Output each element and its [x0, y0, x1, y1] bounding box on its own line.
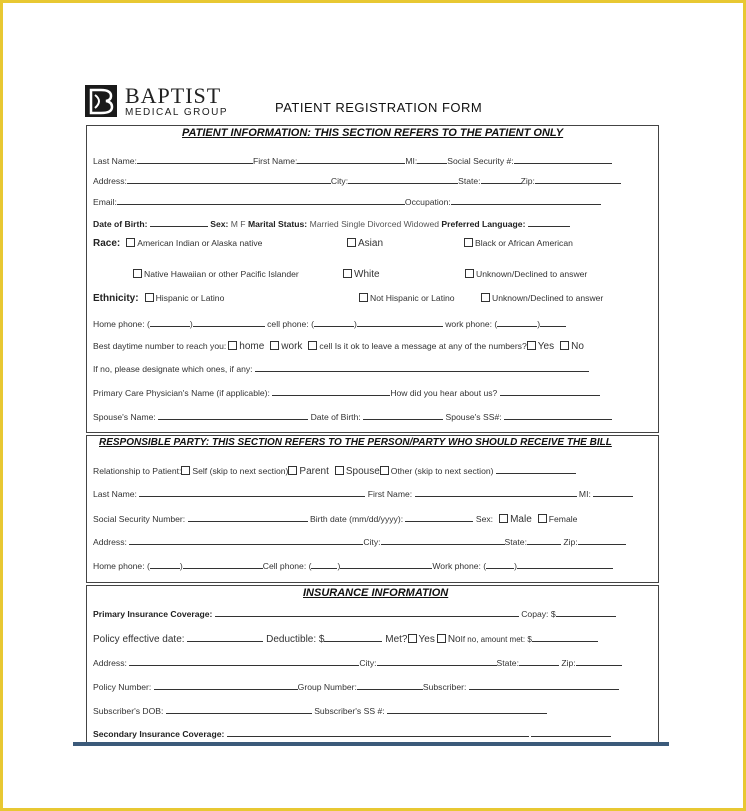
resp-ssn-field[interactable]	[188, 512, 308, 522]
patient-name-row: Last Name: First Name: MI: Social Security #:	[93, 154, 612, 167]
city-field[interactable]	[348, 174, 458, 184]
baptist-logo	[85, 85, 235, 119]
spouse-name-field[interactable]	[158, 410, 308, 420]
race-black: Black or African American	[458, 237, 573, 249]
resp-work-phone-field[interactable]	[517, 559, 613, 569]
ethnicity-checkbox-unknown[interactable]	[481, 293, 490, 302]
ethnicity-unknown: Unknown/Declined to answer	[475, 292, 603, 304]
best-cell-checkbox[interactable]	[308, 341, 317, 350]
dob-field[interactable]	[150, 217, 208, 227]
race-row-1: Race: American Indian or Alaska native	[93, 238, 263, 249]
race-checkbox-black[interactable]	[464, 238, 473, 247]
resp-male-checkbox[interactable]	[499, 514, 508, 523]
mi-field[interactable]	[417, 154, 447, 164]
resp-female-checkbox[interactable]	[538, 514, 547, 523]
resp-address-row: Address: City: State: Zip:	[93, 535, 626, 548]
ethnicity-checkbox-not-hispanic[interactable]	[359, 293, 368, 302]
group-number-field[interactable]	[357, 680, 423, 690]
resp-zip-field[interactable]	[578, 535, 626, 545]
home-phone-field[interactable]	[193, 317, 265, 327]
resp-last-name-field[interactable]	[139, 487, 365, 497]
ins-zip-field[interactable]	[576, 656, 622, 666]
resp-cell-phone-field[interactable]	[340, 559, 432, 569]
zip-field[interactable]	[535, 174, 621, 184]
leave-msg-yes-checkbox[interactable]	[527, 341, 536, 350]
met-yes-checkbox[interactable]	[408, 634, 417, 643]
met-no-checkbox[interactable]	[437, 634, 446, 643]
insurance-section-heading: INSURANCE INFORMATION	[303, 587, 449, 599]
race-asian: Asian	[341, 237, 383, 250]
best-number-row: Best daytime number to reach you: home work cell Is it ok to leave a message at any of the numbers? Yes No	[93, 341, 584, 352]
resp-address-field[interactable]	[129, 535, 363, 545]
primary-insurance-row: Primary Insurance Coverage: Copay: $	[93, 607, 616, 620]
resp-state-field[interactable]	[527, 535, 561, 545]
race-white: White	[337, 268, 380, 281]
race-checkbox-american-indian[interactable]	[126, 238, 135, 247]
secondary-insurance-field[interactable]	[227, 727, 529, 737]
race-checkbox-white[interactable]	[343, 269, 352, 278]
resp-first-name-field[interactable]	[415, 487, 577, 497]
ethnicity-not-hispanic: Not Hispanic or Latino	[353, 292, 455, 304]
subscriber-dob-field[interactable]	[166, 704, 312, 714]
work-phone-area-field[interactable]	[497, 317, 537, 327]
subscriber-dob-row: Subscriber's DOB: Subscriber's SS #:	[93, 704, 547, 717]
subscriber-ss-field[interactable]	[387, 704, 547, 714]
leave-msg-no-checkbox[interactable]	[560, 341, 569, 350]
cell-phone-area-field[interactable]	[314, 317, 354, 327]
policy-number-field[interactable]	[154, 680, 298, 690]
deductible-field[interactable]	[324, 632, 382, 642]
resp-home-area-field[interactable]	[150, 559, 180, 569]
logo-line2: MEDICAL GROUP	[125, 107, 229, 118]
ins-address-row: Address: City: State: Zip:	[93, 656, 622, 669]
designate-field[interactable]	[255, 362, 589, 372]
ethnicity-checkbox-hispanic[interactable]	[145, 293, 154, 302]
secondary-extra-field[interactable]	[531, 727, 611, 737]
home-phone-area-field[interactable]	[150, 317, 190, 327]
race-unknown: Unknown/Declined to answer	[459, 268, 587, 280]
relationship-row: Relationship to Patient: Self (skip to next section) Parent Spouse Other (skip to next section)	[93, 464, 576, 478]
rel-spouse-checkbox[interactable]	[335, 466, 344, 475]
subscriber-field[interactable]	[469, 680, 619, 690]
policy-number-row: Policy Number: Group Number: Subscriber:	[93, 680, 619, 693]
patient-information-section	[86, 125, 659, 433]
last-name-field[interactable]	[137, 154, 253, 164]
insurance-section	[86, 585, 659, 745]
responsible-party-section	[86, 435, 659, 583]
race-checkbox-hawaiian[interactable]	[133, 269, 142, 278]
language-field[interactable]	[528, 217, 570, 227]
work-phone-field[interactable]	[540, 317, 566, 327]
policy-date-row: Policy effective date: Deductible: $ Met? Yes NoIf no, amount met: $	[93, 632, 598, 646]
patient-address-row: Address: City: State: Zip:	[93, 174, 621, 187]
patient-demographics-row: Date of Birth: Sex: M F Marital Status: Married Single Divorced Widowed Preferred Language:	[93, 217, 570, 230]
amount-met-field[interactable]	[532, 632, 598, 642]
baptist-logo-icon	[85, 85, 117, 117]
ins-state-field[interactable]	[519, 656, 559, 666]
secondary-insurance-row: Secondary Insurance Coverage:	[93, 727, 611, 740]
rel-self-checkbox[interactable]	[181, 466, 190, 475]
resp-work-area-field[interactable]	[486, 559, 514, 569]
ins-city-field[interactable]	[377, 656, 497, 666]
occupation-field[interactable]	[451, 195, 601, 205]
ethnicity-row: Ethnicity: Hispanic or Latino	[93, 293, 225, 304]
ssn-field[interactable]	[514, 154, 612, 164]
responsible-section-heading: RESPONSIBLE PARTY: THIS SECTION REFERS TO THE PERSON/PARTY WHO SHOULD RECEIVE THE BILL	[99, 437, 612, 448]
rel-other-checkbox[interactable]	[380, 466, 389, 475]
spouse-row: Spouse's Name: Date of Birth: Spouse's SS#:	[93, 410, 612, 423]
resp-cell-area-field[interactable]	[311, 559, 337, 569]
resp-birth-date-field[interactable]	[405, 512, 473, 522]
email-field[interactable]	[117, 195, 405, 205]
best-home-checkbox[interactable]	[228, 341, 237, 350]
cell-phone-field[interactable]	[357, 317, 443, 327]
policy-date-field[interactable]	[187, 632, 263, 642]
pcp-field[interactable]	[272, 386, 390, 396]
patient-section-heading: PATIENT INFORMATION: THIS SECTION REFERS TO THE PATIENT ONLY	[182, 127, 564, 139]
resp-ssn-row: Social Security Number: Birth date (mm/dd/yyyy): Sex: Male Female	[93, 514, 578, 525]
pcp-row: Primary Care Physician's Name (if applicable): How did you hear about us?	[93, 386, 600, 399]
patient-phone-row: Home phone: ( ) cell phone: ( ) work phone: ( )	[93, 317, 566, 330]
state-field[interactable]	[481, 174, 521, 184]
bottom-divider-bar	[73, 742, 669, 746]
race-row-2: Native Hawaiian or other Pacific Islander	[127, 268, 299, 280]
resp-home-phone-field[interactable]	[183, 559, 263, 569]
spouse-ss-field[interactable]	[504, 410, 612, 420]
primary-insurance-field[interactable]	[215, 607, 519, 617]
patient-email-row: Email: Occupation:	[93, 195, 601, 208]
resp-city-field[interactable]	[381, 535, 505, 545]
form-title: PATIENT REGISTRATION FORM	[275, 100, 483, 115]
race-checkbox-unknown[interactable]	[465, 269, 474, 278]
rel-parent-checkbox[interactable]	[288, 466, 297, 475]
first-name-field[interactable]	[297, 154, 405, 164]
resp-phone-row: Home phone: ( ) Cell phone: ( ) Work phone: ( )	[93, 559, 613, 572]
best-work-checkbox[interactable]	[270, 341, 279, 350]
rel-other-field[interactable]	[496, 464, 576, 474]
ins-address-field[interactable]	[129, 656, 359, 666]
race-checkbox-asian[interactable]	[347, 238, 356, 247]
hear-about-field[interactable]	[500, 386, 600, 396]
spouse-dob-field[interactable]	[363, 410, 443, 420]
copay-field[interactable]	[556, 607, 616, 617]
logo-line1: BAPTIST	[125, 83, 222, 108]
designate-row: If no, please designate which ones, if any:	[93, 362, 589, 375]
resp-mi-field[interactable]	[593, 487, 633, 497]
resp-name-row: Last Name: First Name: MI:	[93, 487, 633, 500]
address-field[interactable]	[127, 174, 331, 184]
